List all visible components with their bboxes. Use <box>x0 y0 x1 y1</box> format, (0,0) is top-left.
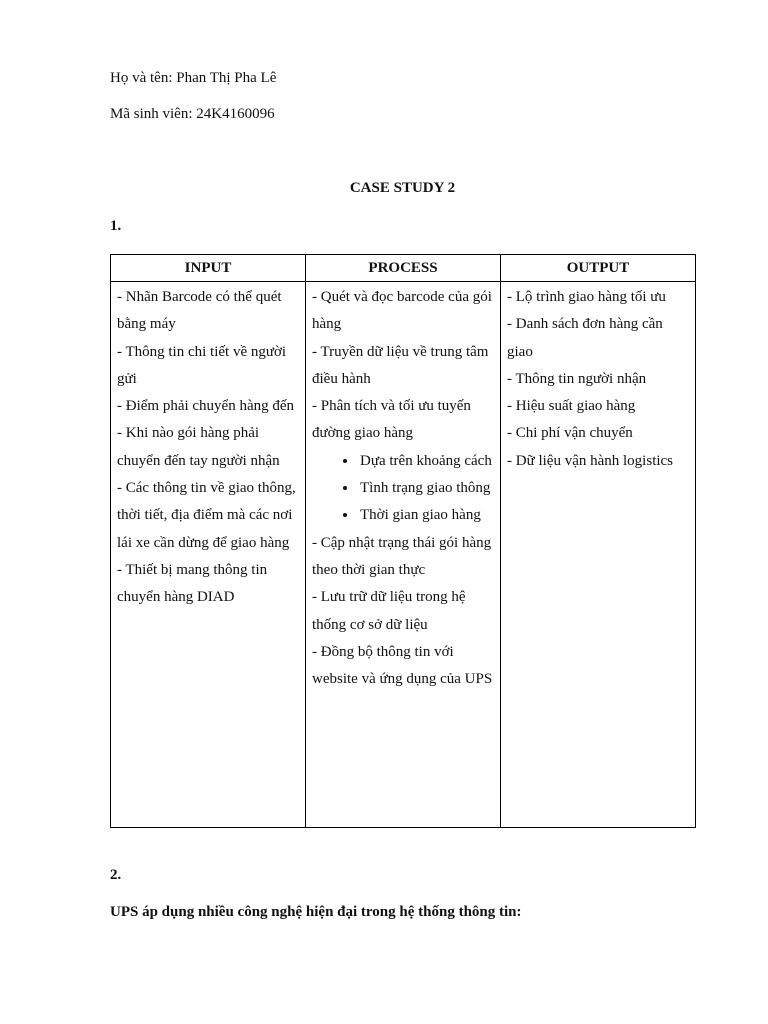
process-bullet-item: • Tình trạng giao thông <box>358 475 494 502</box>
output-item: - Thông tin người nhận <box>507 370 647 387</box>
input-item: - Khi nào gói hàng phải chuyển đến tay người nhận <box>117 425 280 469</box>
student-id-line: Mã sinh viên: 24K4160096 <box>110 106 275 122</box>
input-item: - Các thông tin về giao thông, thời tiết, địa điểm mà các nơi lái xe cần dừng để giao hàng <box>117 480 296 551</box>
process-item: - Phân tích và tối ưu tuyến đường giao hàng <box>312 398 471 442</box>
section-1-label: 1. <box>110 218 122 234</box>
process-list <box>312 284 494 448</box>
process-bullet-list <box>312 448 494 530</box>
input-list <box>117 284 299 612</box>
input-item: - Điểm phải chuyển hàng đến <box>117 398 295 415</box>
header-process: PROCESS <box>306 255 501 282</box>
process-bullet-item: • Thời gian giao hàng <box>358 502 494 529</box>
document-title: CASE STUDY 2 <box>349 180 456 196</box>
process-item: - Truyền dữ liệu về trung tâm điều hành <box>312 343 489 387</box>
output-item: - Dữ liệu vận hành logistics <box>507 452 674 469</box>
process-item: - Đồng bộ thông tin với website và ứng dụng của UPS <box>312 643 493 688</box>
output-item: - Chi phí vận chuyển <box>507 425 633 442</box>
section-2-heading: UPS áp dụng nhiều công nghệ hiện đại trong hệ thống thông tin: <box>110 904 522 920</box>
process-item: - Lưu trữ dữ liệu trong hệ thống cơ sở dữ liệu <box>312 589 466 633</box>
output-item: - Danh sách đơn hàng cần giao <box>507 316 663 360</box>
section-2-label: 2. <box>110 867 122 883</box>
table-body-row <box>111 282 696 828</box>
process-cell <box>306 282 501 828</box>
input-item: - Nhãn Barcode có thể quét bằng máy <box>117 289 282 333</box>
output-list <box>507 284 689 475</box>
process-bullet-item: • Dựa trên khoảng cách <box>358 448 494 475</box>
output-item: - Lộ trình giao hàng tối ưu <box>507 289 666 305</box>
input-cell <box>111 282 306 828</box>
process-list-continued <box>312 530 494 694</box>
output-cell <box>501 282 696 828</box>
table-header-row <box>111 255 696 282</box>
output-item: - Hiệu suất giao hàng <box>507 398 636 415</box>
input-item: - Thiết bị mang thông tin chuyển hàng DIAD <box>117 561 268 606</box>
header-output: OUTPUT <box>501 255 696 282</box>
process-item: - Quét và đọc barcode của gói hàng <box>312 289 492 333</box>
header-input: INPUT <box>111 255 306 282</box>
student-name-line: Họ và tên: Phan Thị Pha Lê <box>110 70 277 86</box>
input-item: - Thông tin chi tiết về người gửi <box>117 343 287 387</box>
ipo-table <box>110 254 696 828</box>
process-item: - Cập nhật trạng thái gói hàng theo thời gian thực <box>312 534 492 578</box>
